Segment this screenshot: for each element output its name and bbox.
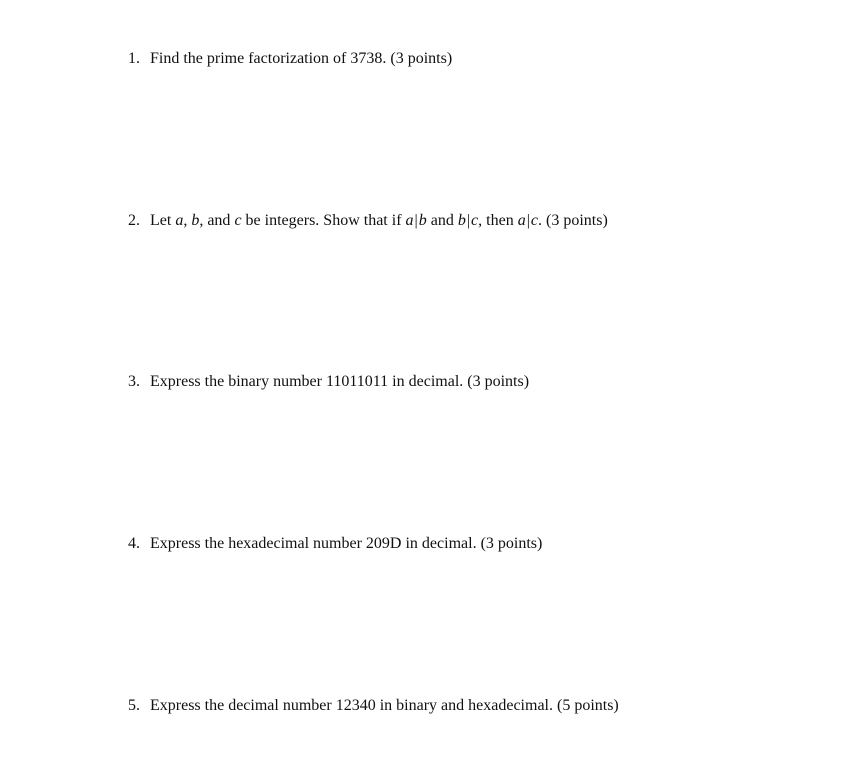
text-run: , and (199, 212, 235, 229)
text-run: Let (150, 212, 176, 229)
divides-symbol: | (526, 212, 530, 229)
math-variable: a (175, 212, 184, 229)
text-run: be integers. Show that if (241, 212, 406, 229)
math-variable: c (234, 212, 242, 229)
text-run: and (426, 212, 458, 229)
question-number: 2. (128, 212, 140, 229)
question-number: 1. (128, 50, 140, 67)
question-text: Express the decimal number 12340 in binary and hexadecimal. (5 points) (150, 697, 619, 714)
text-run: , then (478, 212, 518, 229)
question-text: Find the prime factorization of 3738. (3 points) (150, 50, 453, 67)
math-variable: c (471, 212, 479, 229)
text-run: , (183, 212, 192, 229)
question-5 (128, 696, 619, 716)
math-variable: b (191, 212, 200, 229)
question-1 (128, 49, 452, 69)
math-variable: b (457, 212, 466, 229)
math-variable: a (517, 212, 526, 229)
question-text: Express the hexadecimal number 209D in decimal. (3 points) (150, 535, 543, 552)
question-text: Express the binary number 11011011 in decimal. (3 points) (150, 373, 530, 390)
divides-symbol: | (466, 212, 471, 229)
question-2 (128, 211, 608, 231)
question-text (150, 212, 608, 229)
math-variable: a (405, 212, 414, 229)
question-number: 3. (128, 373, 140, 390)
question-number: 5. (128, 697, 140, 714)
question-number: 4. (128, 535, 140, 552)
question-3 (128, 372, 529, 392)
question-4 (128, 534, 542, 554)
divides-symbol: | (414, 212, 418, 229)
math-variable: c (530, 212, 538, 229)
math-variable: b (418, 212, 427, 229)
text-run: . (3 points) (538, 212, 608, 229)
